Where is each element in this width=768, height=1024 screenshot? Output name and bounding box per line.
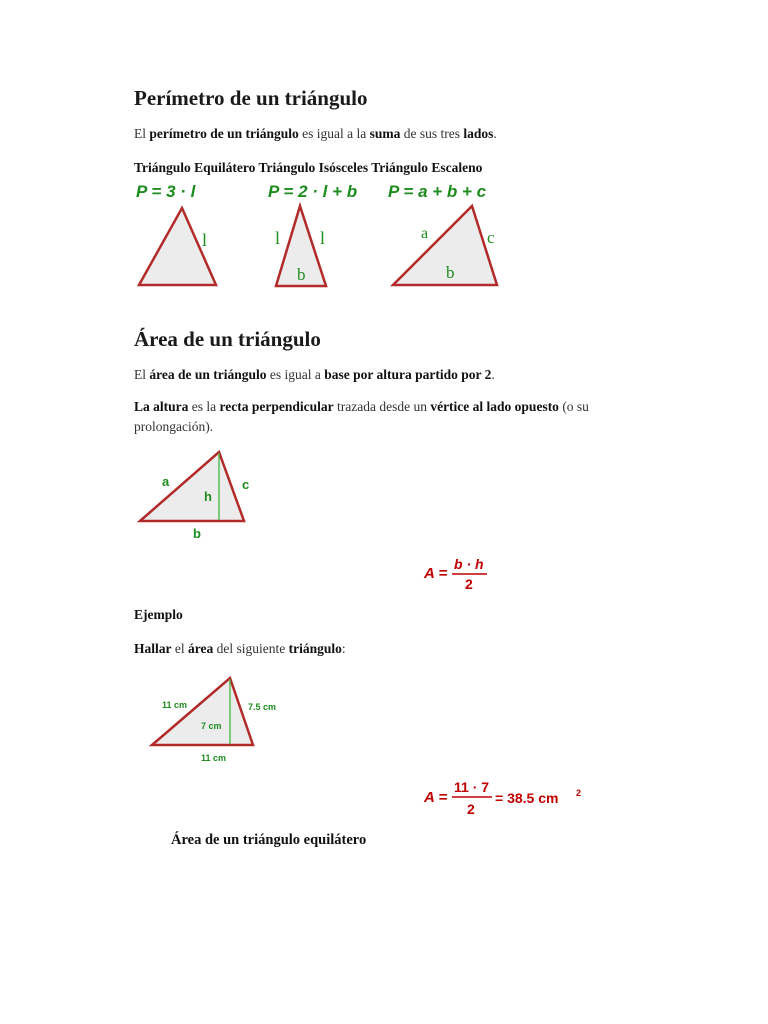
formula-scalene: P = a + b + c (388, 182, 487, 201)
example-formula (420, 775, 595, 819)
area-c-label: c (242, 477, 250, 492)
isosceles-base-label: b (297, 265, 306, 284)
scalene-a-label: a (421, 225, 429, 242)
example-diagram (140, 668, 290, 768)
svg-text:b · h: b · h (454, 556, 484, 572)
area-title: Área de un triángulo (134, 327, 321, 351)
example-base-label: 11 cm (201, 753, 227, 763)
svg-text:11 · 7: 11 · 7 (454, 779, 490, 795)
svg-text:= 38.5 cm: = 38.5 cm (495, 790, 559, 806)
scalene-b-label: b (446, 263, 455, 282)
area-intro: El área de un triángulo es igual a base por altura partido por 2. (134, 367, 495, 382)
area-b-label: b (193, 526, 201, 541)
scalene-triangle (393, 206, 497, 285)
example-heading: Ejemplo (134, 607, 183, 622)
isosceles-right-label: l (320, 228, 326, 248)
formula-equilateral: P = 3 · l (136, 182, 196, 201)
perimeter-intro: El perímetro de un triángulo es igual a la suma de sus tres lados. (134, 126, 497, 141)
area-diagram (130, 444, 270, 544)
svg-text:A =: A = (424, 789, 448, 806)
example-task: Hallar el área del siguiente triángulo: (134, 641, 346, 656)
area-triangle (140, 452, 244, 521)
triangle-types-line: Triángulo Equilátero Triángulo Isósceles Triángulo Escaleno (134, 160, 483, 175)
example-left-label: 11 cm (162, 700, 188, 710)
svg-text:2: 2 (467, 801, 475, 817)
equilateral-area-heading: Área de un triángulo equilátero (171, 832, 367, 848)
altura-definition: La altura es la recta perpendicular trazada desde un vértice al lado opuesto (o su prolongación). (134, 399, 589, 434)
formula-isosceles: P = 2 · l + b (268, 182, 358, 201)
area-a-label: a (162, 474, 170, 489)
perimeter-diagrams (120, 176, 520, 296)
example-right-label: 7.5 cm (248, 702, 277, 712)
example-height-label: 7 cm (201, 721, 222, 731)
svg-text:A =: A = (424, 565, 448, 582)
area-h-label: h (204, 489, 212, 504)
svg-text:2: 2 (465, 576, 473, 592)
svg-text:2: 2 (576, 788, 582, 798)
isosceles-left-label: l (275, 228, 281, 248)
scalene-c-label: c (487, 228, 495, 247)
perimeter-title: Perímetro de un triángulo (134, 86, 368, 110)
area-formula (420, 552, 520, 594)
equilateral-side-label: l (202, 230, 208, 250)
example-triangle (152, 678, 253, 745)
